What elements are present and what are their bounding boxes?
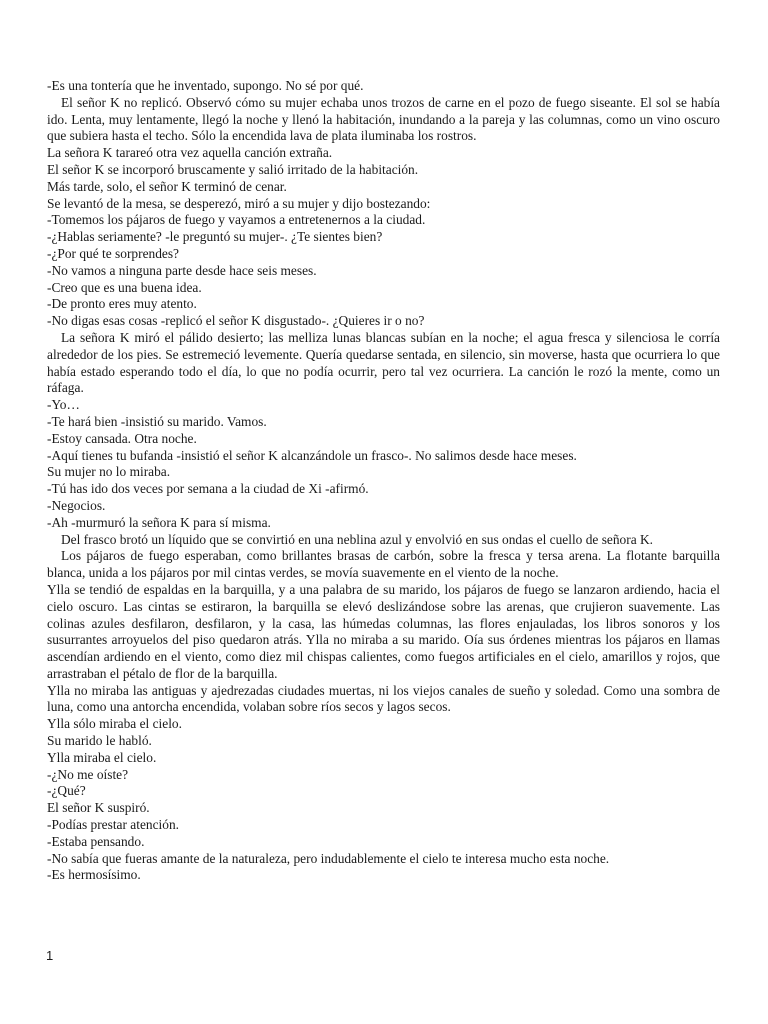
paragraph: -Es hermosísimo.	[47, 867, 141, 883]
paragraph: Su marido le habló.	[47, 733, 152, 749]
paragraph: El señor K suspiró.	[47, 800, 150, 816]
paragraph: -No sabía que fueras amante de la naturaleza, pero indudablemente el cielo te interesa mucho esta noche.	[47, 850, 610, 866]
paragraph: -Tomemos los pájaros de fuego y vayamos a entretenernos a la ciudad.	[47, 212, 426, 228]
paragraph: -¿Por qué te sorprendes?	[47, 245, 179, 261]
paragraph: -Creo que es una buena idea.	[47, 279, 202, 295]
paragraph: -No digas esas cosas -replicó el señor K disgustado-. ¿Quieres ir o no?	[47, 313, 425, 329]
paragraph: Más tarde, solo, el señor K terminó de cenar.	[47, 178, 287, 194]
paragraph: -Tú has ido dos veces por semana a la ciudad de Xi -afirmó.	[47, 481, 369, 497]
paragraph: Se levantó de la mesa, se desperezó, miró a su mujer y dijo bostezando:	[47, 195, 431, 211]
paragraph: Su mujer no lo miraba.	[47, 464, 171, 480]
paragraph: Ylla sólo miraba el cielo.	[47, 716, 182, 732]
paragraph: -Negocios.	[47, 497, 106, 513]
paragraph: -No vamos a ninguna parte desde hace seis meses.	[47, 262, 317, 278]
paragraph: Ylla se tendió de espaldas en la barquilla, y a una palabra de su marido, los pájaros de fuego se lanzaron ardiendo, hacia el cielo oscuro. Las cintas se estiraron, la barquilla se elevó deslizándose sobre las arenas, que crujieron suavemente. Las colinas azules desfilaron, desfilaron, y la casa, las húmedas columnas, las flores enjauladas, los libros sonoros y los susurrantes arroyuelos del piso quedaron atrás. Ylla no miraba a su marido. Oía sus órdenes mientras los pájaros en llamas ascendían ardiendo en el viento, como diez mil chispas calientes, como fuegos artificiales en el cielo, amarillos y rojos, que arrastraban el pétalo de flor de la barquilla.	[47, 581, 720, 681]
paragraph: -Podías prestar atención.	[47, 817, 180, 833]
paragraph: El señor K se incorporó bruscamente y salió irritado de la habitación.	[47, 161, 419, 177]
paragraph: La señora K tarareó otra vez aquella canción extraña.	[47, 145, 333, 161]
paragraph: Del frasco brotó un líquido que se convirtió en una neblina azul y envolvió en sus ondas el cuello de señora K.	[61, 531, 654, 547]
paragraph: -¿Qué?	[47, 783, 86, 799]
paragraph: -Aquí tienes tu bufanda -insistió el señor K alcanzándole un frasco-. No salimos desde hace meses.	[47, 447, 577, 463]
paragraph: Los pájaros de fuego esperaban, como brillantes brasas de carbón, sobre la fresca y tersa arena. La flotante barquilla blanca, unida a los pájaros por mil cintas verdes, se movía suavemente en el viento de la noche.	[47, 548, 720, 581]
paragraph: -¿Hablas seriamente? -le preguntó su mujer-. ¿Te sientes bien?	[47, 229, 383, 245]
paragraph: -Te hará bien -insistió su marido. Vamos.	[47, 413, 267, 429]
page-number: 1	[46, 948, 54, 963]
paragraph: -Estoy cansada. Otra noche.	[47, 430, 197, 446]
paragraph: -De pronto eres muy atento.	[47, 296, 197, 312]
body-text	[47, 78, 720, 884]
paragraph: -Estaba pensando.	[47, 833, 145, 849]
paragraph: Ylla miraba el cielo.	[47, 749, 157, 765]
paragraph: -Es una tontería que he inventado, supongo. No sé por qué.	[47, 78, 364, 93]
paragraph: La señora K miró el pálido desierto; las melliza lunas blancas subían en la noche; el agua fresca y silenciosa le corría alrededor de los pies. Se estremeció levemente. Quería quedarse sentada, en silencio, sin moverse, hasta que ocurriera lo que había estado esperando todo el día, lo que no podía ocurrir, pero tal vez ocurriera. La canción le rozó la mente, como un ráfaga.	[47, 329, 720, 396]
paragraph: Ylla no miraba las antiguas y ajedrezadas ciudades muertas, ni los viejos canales de sueño y soledad. Como una sombra de luna, como una antorcha encendida, volaban sobre ríos secos y lagos secos.	[47, 682, 720, 715]
paragraph: -Ah -murmuró la señora K para sí misma.	[47, 514, 271, 530]
paragraph: -¿No me oíste?	[47, 766, 129, 782]
paragraph: El señor K no replicó. Observó cómo su mujer echaba unos trozos de carne en el pozo de fuego siseante. El sol se había ido. Lenta, muy lentamente, llegó la noche y llenó la habitación, inundando a la pareja y las columnas, como un vino oscuro que subiera hasta el techo. Sólo la encendida lava de plata iluminaba los rostros.	[47, 94, 720, 144]
paragraph: -Yo…	[47, 397, 80, 413]
